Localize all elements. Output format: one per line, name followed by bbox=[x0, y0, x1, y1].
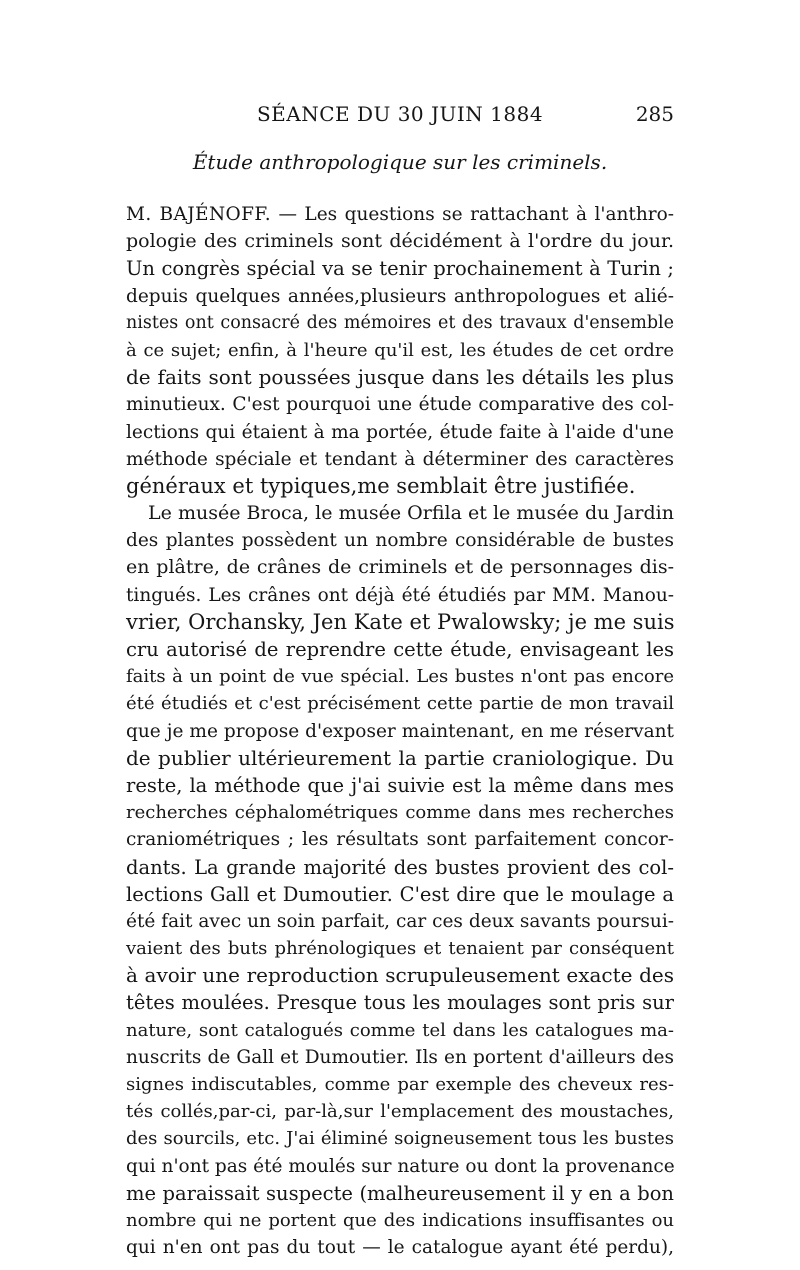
text-line: de publier ultérieurement la partie craniologique. Du bbox=[126, 745, 674, 770]
text-line: méthode spéciale et tendant à déterminer des caractères bbox=[126, 448, 674, 470]
text-line: vrier, Orchansky, Jen Kate et Pwalowsky; je me suis bbox=[126, 609, 675, 634]
text-line: M. BAJÉNOFF. — Les questions se rattachant à l'anthro- bbox=[126, 204, 674, 225]
text-line: minutieux. C'est pourquoi une étude comparative des col- bbox=[126, 394, 674, 416]
text-line: à avoir une reproduction scrupuleusement exacte des bbox=[126, 963, 674, 988]
text-line: reste, la méthode que j'ai suivie est la même dans mes bbox=[126, 773, 674, 797]
text-line: lections qui étaient à ma portée, étude faite à l'aide d'une bbox=[126, 421, 674, 443]
text-line: faits à un point de vue spécial. Les bustes n'ont pas encore bbox=[126, 666, 674, 688]
text-line: nombre qui ne portent que des indications insuffisantes ou bbox=[126, 1209, 674, 1231]
text-line: à ce sujet; enfin, à l'heure qu'il est, les études de cet ordre bbox=[126, 339, 674, 361]
text-line: des sourcils, etc. J'ai éliminé soigneusement tous les bustes bbox=[126, 1128, 674, 1150]
text-line: qui n'en ont pas du tout — le catalogue ayant été perdu), bbox=[126, 1237, 674, 1259]
text-line: me paraissait suspecte (malheureusement il y en a bon bbox=[126, 1181, 674, 1205]
text-line: tingués. Les crânes ont déjà été étudiés par MM. Manou- bbox=[126, 584, 674, 606]
text-line: des plantes possèdent un nombre considérable de bustes bbox=[126, 530, 674, 552]
text-line: lections Gall et Dumoutier. C'est dire que le moulage a bbox=[126, 882, 674, 906]
text-line: en plâtre, de crânes de criminels et de personnages dis- bbox=[126, 556, 674, 579]
text-line: que je me propose d'exposer maintenant, en me réservant bbox=[126, 720, 674, 742]
body-text bbox=[126, 201, 674, 1261]
page-header bbox=[126, 100, 674, 134]
text-line: têtes moulées. Presque tous les moulages sont pris sur bbox=[126, 991, 674, 1015]
text-line: été fait avec un soin parfait, car ces deux savants poursui- bbox=[126, 910, 674, 932]
speaker-name: M. BAJÉNOFF. bbox=[126, 204, 271, 225]
text-line: signes indiscutables, comme par exemple des cheveux res- bbox=[126, 1074, 674, 1095]
article-title: Étude anthropologique sur les criminels. bbox=[192, 150, 608, 174]
text-line: tés collés,par-ci, par-là,sur l'emplacement des moustaches, bbox=[126, 1101, 674, 1123]
text-line: vaient des buts phrénologiques et tenaient par conséquent bbox=[126, 938, 674, 960]
text-line: qui n'ont pas été moulés sur nature ou dont la provenance bbox=[126, 1155, 675, 1177]
text-line: craniométriques ; les résultats sont parfaitement concor- bbox=[126, 829, 674, 851]
running-head: SÉANCE DU 30 JUIN 1884 bbox=[256, 102, 544, 126]
text-line: de faits sont poussées jusque dans les détails les plus bbox=[126, 365, 674, 390]
text-line: nature, sont catalogués comme tel dans les catalogues ma- bbox=[126, 1019, 674, 1041]
text-line: généraux et typiques,me semblait être justifiée. bbox=[126, 473, 636, 498]
text-line: recherches céphalométriques comme dans mes recherches bbox=[126, 802, 674, 824]
text-line: dants. La grande majorité des bustes provient des col- bbox=[126, 855, 674, 879]
text-line: Un congrès spécial va se tenir prochainement à Turin ; bbox=[126, 257, 674, 281]
text-line: Le musée Broca, le musée Orfila et le musée du Jardin bbox=[148, 502, 674, 525]
text-line: cru autorisé de reprendre cette étude, envisageant les bbox=[126, 638, 674, 661]
text-line: pologie des criminels sont décidément à l'ordre du jour. bbox=[126, 230, 674, 253]
text-line: depuis quelques années,plusieurs anthropologues et alié- bbox=[126, 285, 674, 307]
text-line: été étudiés et c'est précisément cette partie de mon travail bbox=[126, 693, 674, 715]
text-line: nuscrits de Gall et Dumoutier. Ils en portent d'ailleurs des bbox=[126, 1046, 674, 1068]
text-line: nistes ont consacré des mémoires et des travaux d'ensemble bbox=[126, 312, 674, 333]
page-number: 285 bbox=[635, 102, 674, 126]
